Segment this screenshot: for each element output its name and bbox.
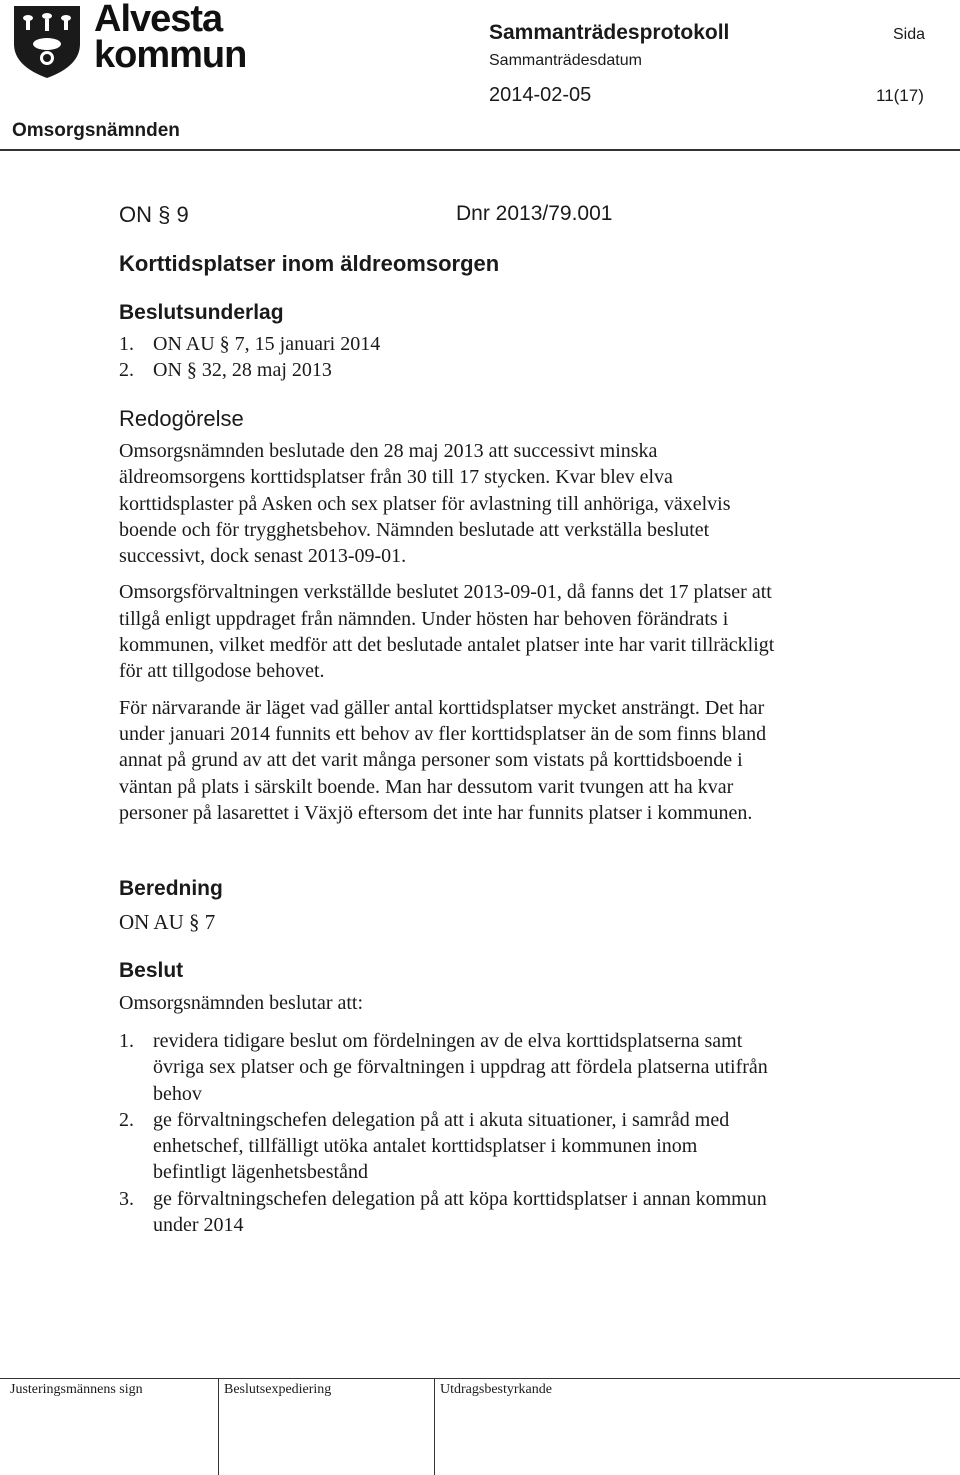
footer-sign-label: Justeringsmännens sign [10, 1382, 143, 1397]
organization-name: Omsorgsnämnden [12, 120, 180, 141]
list-text: ge förvaltningschefen delegation på att köpa korttidsplatser i annan kommun under 2014 [153, 1187, 767, 1237]
beslut-intro: Omsorgsnämnden beslutar att: [119, 992, 364, 1014]
list-item [119, 331, 779, 357]
paragraph: För närvarande är läget vad gäller antal korttidsplatser mycket ansträngt. Det har under januari 2014 funnits ett behov av fler korttidsplatser än de som finns bland annat på grund av att det varit många personer som vistats på korttidsboende i väntan på plats i särskilt boende. Man har dessutom varit tvungen att ha kvar personer på lasarettet i Växjö eftersom det inte har funnits platser i kommunen. [119, 696, 767, 824]
paragraph: Omsorgsnämnden beslutade den 28 maj 2013 att successivt minska äldreomsorgens korttidsplatser från 30 till 17 stycken. Kvar blev elva korttidsplaster på Asken och sex platser för avlastning till anhöriga, växelvis boende och för trygghetsbehov. Nämnden beslutade att verkställa beslutet successivt, dock senast 2013-09-01. [119, 440, 731, 568]
beslut-heading: Beslut [119, 959, 184, 982]
list-item [119, 357, 779, 383]
logo-text-kommun: kommun [94, 34, 247, 76]
list-item [119, 1186, 769, 1239]
beslutsunderlag-heading: Beslutsunderlag [119, 301, 284, 324]
beredning-text: ON AU § 7 [119, 910, 216, 934]
alvesta-kommun-logo [12, 0, 247, 82]
diary-number: Dnr 2013/79.001 [456, 202, 613, 225]
document-type: Sammanträdesprotokoll [489, 21, 730, 44]
list-text: ON AU § 7, 15 januari 2014 [153, 333, 381, 355]
meeting-date: 2014-02-05 [489, 84, 592, 106]
redogorelse-text [119, 438, 779, 826]
footer-divider [0, 1378, 960, 1379]
list-item [119, 1107, 769, 1186]
list-text: ge förvaltningschefen delegation på att i akuta situationer, i samråd med enhetschef, tillfälligt utöka antalet korttidsplatser i kommunen inom befintligt lägenhetsbestånd [153, 1108, 730, 1184]
list-number: 2. [119, 359, 134, 382]
list-number: 2. [119, 1108, 134, 1131]
meeting-date-label: Sammanträdesdatum [489, 52, 642, 69]
list-number: 3. [119, 1187, 134, 1210]
page-label: Sida [893, 26, 926, 43]
redogorelse-heading: Redogörelse [119, 406, 244, 431]
list-item [119, 1028, 769, 1107]
beslut-list [119, 1028, 769, 1238]
footer-column-separator [434, 1378, 435, 1475]
case-title: Korttidsplatser inom äldreomsorgen [119, 251, 500, 276]
footer-expediering-label: Beslutsexpediering [224, 1382, 332, 1397]
paragraph-number: ON § 9 [119, 202, 189, 227]
beslutsunderlag-list [119, 331, 779, 384]
list-text: revidera tidigare beslut om fördelningen av de elva korttidsplatserna samt övriga sex platser och ge förvaltningen i uppdrag att fördela platserna utifrån behov [153, 1030, 768, 1105]
page-number: 11(17) [876, 86, 924, 105]
paragraph: Omsorgsförvaltningen verkställde beslutet 2013-09-01, då fanns det 17 platser att tillgå enligt uppdraget från nämnden. Under hösten har behoven förändrats i kommunen, vilket medför att det beslutade antalet platser inte har varit tillräckligt för att tillgodose behovet. [119, 581, 775, 683]
list-number: 1. [119, 1030, 134, 1052]
list-number: 1. [119, 333, 134, 355]
logo-text-alvesta: Alvesta [94, 0, 223, 40]
beredning-heading: Beredning [119, 877, 223, 900]
footer-column-separator [218, 1378, 219, 1475]
footer-utdrag-label: Utdragsbestyrkande [440, 1382, 552, 1397]
list-text: ON § 32, 28 maj 2013 [153, 359, 332, 382]
header-divider [0, 149, 960, 151]
